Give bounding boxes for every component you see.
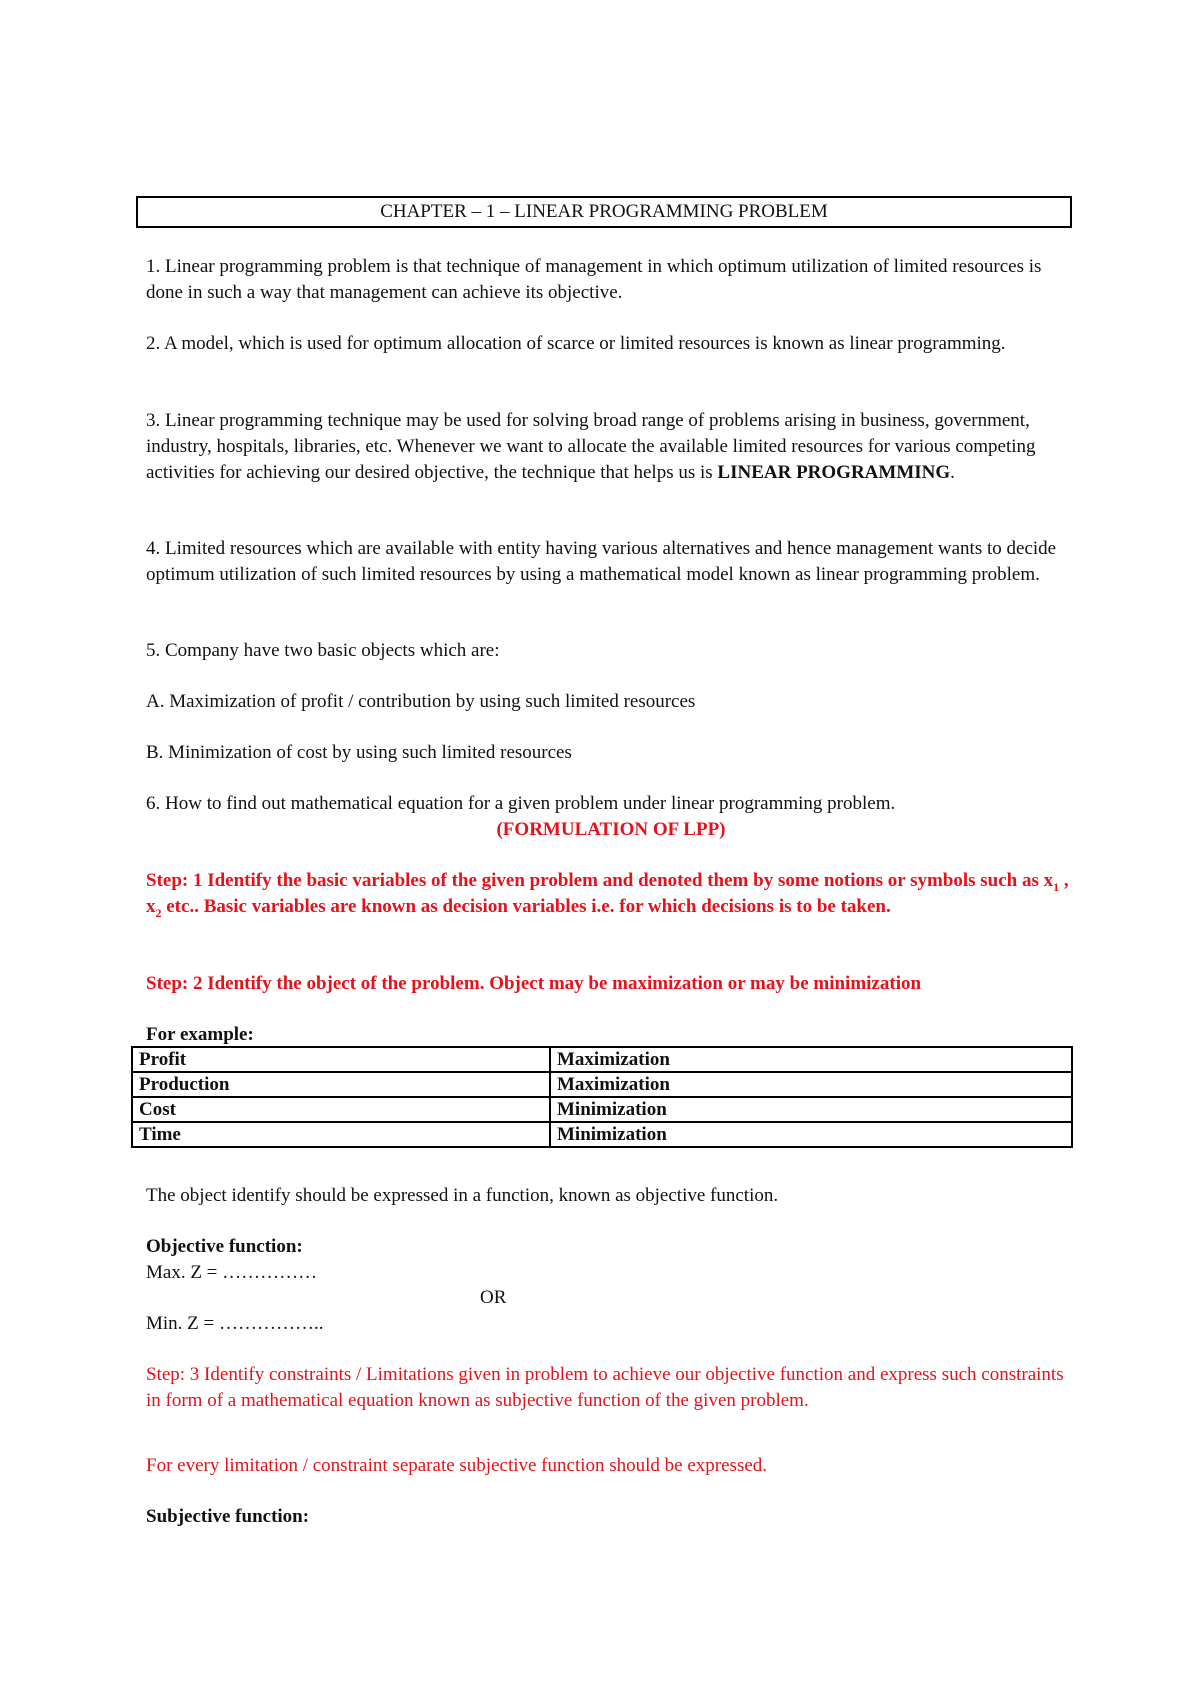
table-row <box>132 1072 1072 1097</box>
paragraph-5: 5. Company have two basic objects which are: <box>146 640 500 661</box>
paragraph-4: 4. Limited resources which are available with entity having various alternatives and hence management wants to decide optimum utilization of such limited resources by using a mathematical model known as linear programming problem. <box>146 538 1057 585</box>
paragraph-1: 1. Linear programming problem is that technique of management in which optimum utilization of limited resources is done in such a way that management can achieve its objective. <box>146 256 1042 303</box>
table-row <box>132 1122 1072 1147</box>
table-cell: Maximization <box>550 1072 1072 1097</box>
min-line: Min. Z = …………….. <box>146 1313 324 1334</box>
step-1-mid: , x <box>146 870 1069 917</box>
table-cell: Time <box>132 1122 550 1147</box>
step-1-part1: Step: 1 Identify the basic variables of the given problem and denoted them by some notions or symbols such as x <box>146 870 1054 891</box>
objective-label: Objective function: <box>146 1236 303 1257</box>
paragraph-3-text: 3. Linear programming technique may be used for solving broad range of problems arising in business, government, industry, hospitals, libraries, etc. Whenever we want to allocate the available limited resources for various competing activities for achieving our desired objective, the technique that helps us is <box>146 410 1036 483</box>
table-cell: Production <box>132 1072 550 1097</box>
constraint-note: For every limitation / constraint separate subjective function should be expressed. <box>146 1455 768 1476</box>
table-cell: Minimization <box>550 1122 1072 1147</box>
formulation-heading: (FORMULATION OF LPP) <box>496 819 726 840</box>
chapter-title: CHAPTER – 1 – LINEAR PROGRAMMING PROBLEM <box>136 196 1072 228</box>
objective-note: The object identify should be expressed in a function, known as objective function. <box>146 1185 779 1206</box>
step-1-part2: etc.. Basic variables are known as decision variables i.e. for which decisions is to be taken. <box>161 896 891 917</box>
table-cell: Minimization <box>550 1097 1072 1122</box>
step-2: Step: 2 Identify the object of the problem. Object may be maximization or may be minimization <box>146 973 922 994</box>
table-row <box>132 1097 1072 1122</box>
paragraph-3-end: . <box>950 462 955 483</box>
paragraph-a: A. Maximization of profit / contribution by using such limited resources <box>146 691 696 712</box>
objective-table <box>131 1046 1073 1148</box>
paragraph-3 <box>146 408 1076 486</box>
step-1-sub1: 1 <box>1053 879 1060 894</box>
table-cell: Maximization <box>550 1047 1072 1072</box>
table-cell: Profit <box>132 1047 550 1072</box>
step-3: Step: 3 Identify constraints / Limitations given in problem to achieve our objective function and express such constraints in form of a mathematical equation known as subjective function of the given problem. <box>146 1364 1064 1411</box>
paragraph-6: 6. How to find out mathematical equation for a given problem under linear programming problem. <box>146 793 896 814</box>
paragraph-b: B. Minimization of cost by using such limited resources <box>146 742 572 763</box>
table-cell: Cost <box>132 1097 550 1122</box>
step-1-sub2: 2 <box>155 905 162 920</box>
subjective-label: Subjective function: <box>146 1506 310 1527</box>
paragraph-2: 2. A model, which is used for optimum allocation of scarce or limited resources is known as linear programming. <box>146 333 1006 354</box>
max-line: Max. Z = …………… <box>146 1262 318 1283</box>
step-1 <box>146 868 1076 920</box>
table-row <box>132 1047 1072 1072</box>
or-text: OR <box>480 1287 507 1308</box>
paragraph-3-emphasis: LINEAR PROGRAMMING <box>717 462 951 483</box>
example-label: For example: <box>146 1024 254 1045</box>
